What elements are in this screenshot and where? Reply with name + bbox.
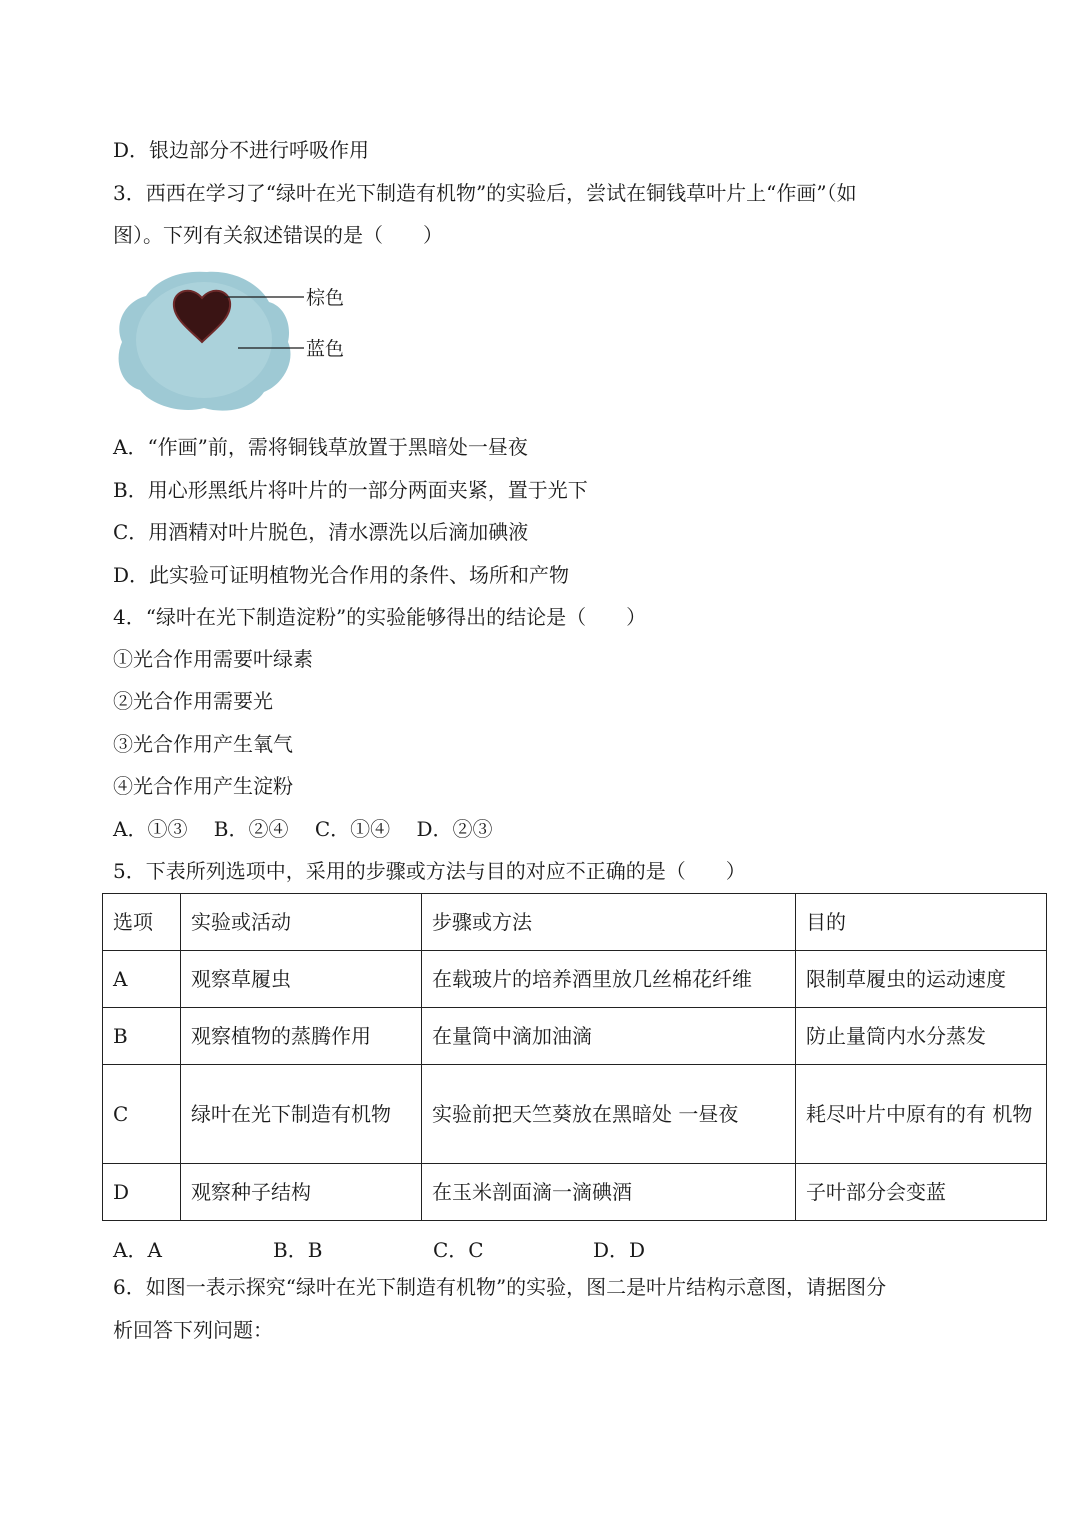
- q6-stem-line2: 析回答下列问题：: [113, 1318, 273, 1342]
- table-row: [103, 1008, 1047, 1065]
- q4-item-2: ②光合作用需要光: [113, 689, 273, 713]
- table-cell: 实验前把天竺葵放在黑暗处 一昼夜: [422, 1065, 796, 1164]
- table-cell: 耗尽叶片中原有的有 机物: [796, 1065, 1047, 1164]
- table-header-cell: 目的: [796, 894, 1047, 951]
- table-row: [103, 1065, 1047, 1164]
- q4-item-1: ①光合作用需要叶绿素: [113, 647, 313, 671]
- q5-table: [102, 893, 1047, 1221]
- table-cell: D: [103, 1164, 181, 1221]
- table-cell: B: [103, 1008, 181, 1065]
- q5-option-c: C．C: [433, 1238, 484, 1262]
- q3-stem-line1: 3．西西在学习了“绿叶在光下制造有机物”的实验后，尝试在铜钱草叶片上“作画”（如: [113, 181, 857, 205]
- table-cell: 在玉米剖面滴一滴碘酒: [422, 1164, 796, 1221]
- q5-option-a: A．A: [113, 1238, 162, 1262]
- table-cell: A: [103, 951, 181, 1008]
- label-brown: 棕色: [306, 287, 345, 309]
- q4-item-4: ④光合作用产生淀粉: [113, 774, 293, 798]
- table-cell: 观察植物的蒸腾作用: [181, 1008, 422, 1065]
- q3-option-d: D．此实验可证明植物光合作用的条件、场所和产物: [113, 563, 570, 587]
- label-blue: 蓝色: [306, 338, 345, 360]
- q4-stem: 4．“绿叶在光下制造淀粉”的实验能够得出的结论是（ ）: [113, 605, 647, 629]
- q3-option-b: B．用心形黑纸片将叶片的一部分两面夹紧，置于光下: [113, 478, 588, 502]
- table-cell: 观察种子结构: [181, 1164, 422, 1221]
- table-cell: 防止量筒内水分蒸发: [796, 1008, 1047, 1065]
- table-header-cell: 选项: [103, 894, 181, 951]
- table-header-cell: 实验或活动: [181, 894, 422, 951]
- q3-option-c: C．用酒精对叶片脱色，清水漂洗以后滴加碘液: [113, 520, 529, 544]
- leaf-figure: [112, 268, 372, 416]
- q4-item-3: ③光合作用产生氧气: [113, 732, 293, 756]
- q5-stem: 5．下表所列选项中，采用的步骤或方法与目的对应不正确的是（ ）: [113, 859, 746, 883]
- table-row: [103, 1164, 1047, 1221]
- q5-option-d: D．D: [593, 1238, 646, 1262]
- table-cell: 限制草履虫的运动速度: [796, 951, 1047, 1008]
- q4-options: A．①③ B．②④ C．①④ D．②③: [113, 817, 493, 841]
- table-cell: 子叶部分会变蓝: [796, 1164, 1047, 1221]
- table-cell: 在载玻片的培养酒里放几丝棉花纤维: [422, 951, 796, 1008]
- q3-stem-line2: 图）。下列有关叙述错误的是（ ）: [113, 223, 443, 247]
- table-header-cell: 步骤或方法: [422, 894, 796, 951]
- table-cell: 绿叶在光下制造有机物: [181, 1065, 422, 1164]
- table-header-row: [103, 894, 1047, 951]
- q6-stem-line1: 6．如图一表示探究“绿叶在光下制造有机物”的实验，图二是叶片结构示意图，请据图分: [113, 1275, 887, 1299]
- q3-option-a: A．“作画”前，需将铜钱草放置于黑暗处一昼夜: [113, 435, 528, 459]
- table-cell: 在量筒中滴加油滴: [422, 1008, 796, 1065]
- table-cell: 观察草履虫: [181, 951, 422, 1008]
- table-row: [103, 951, 1047, 1008]
- table-cell: C: [103, 1065, 181, 1164]
- q5-option-b: B．B: [273, 1238, 323, 1262]
- q2-option-d: D．银边部分不进行呼吸作用: [113, 138, 370, 162]
